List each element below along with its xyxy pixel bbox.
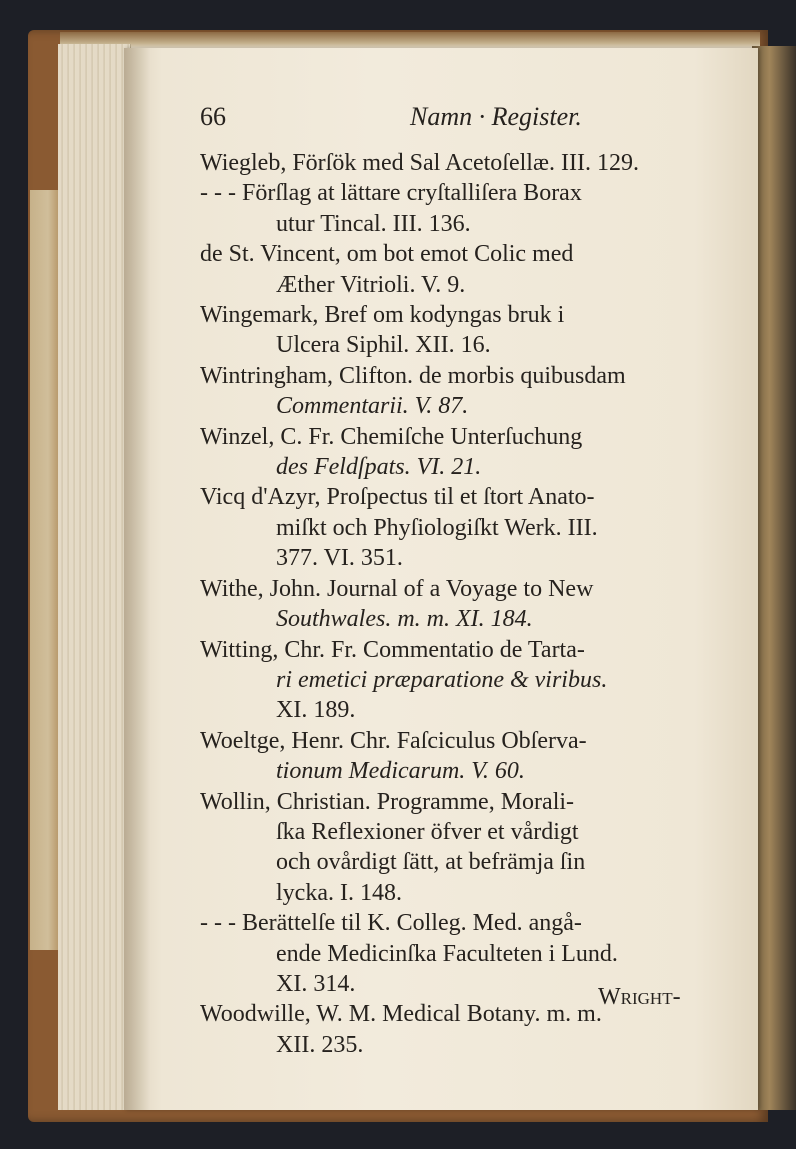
- register-entry-wiegleb: [200, 148, 740, 239]
- entry-line: Æther Vitrioli. V. 9.: [276, 271, 466, 298]
- register-entry-witting: [200, 635, 740, 726]
- entry-line: ſka Reflexioner öfver et vårdigt: [276, 818, 579, 845]
- register-entry-wingemark: [200, 300, 740, 361]
- entry-line: Commentarii. V. 87.: [276, 393, 469, 420]
- entry-line: des Feldſpats. VI. 21.: [276, 454, 482, 481]
- entry-line: Southwales. m. m. XI. 184.: [276, 606, 533, 633]
- facing-page-edge: [752, 46, 796, 1110]
- entry-line: ende Medicinſka Faculteten i Lund.: [276, 940, 618, 967]
- entry-line: Vicq d'Azyr, Proſpectus til et ſtort Anato-: [200, 484, 595, 511]
- entry-line: ri emetici præparatione & viribus.: [276, 666, 608, 693]
- register-entry-wintringham: [200, 361, 740, 422]
- running-head: Namn · Register.: [410, 102, 582, 131]
- entry-line: Ulcera Siphil. XII. 16.: [276, 332, 491, 359]
- register-entry-vicq-d-azyr: [200, 482, 740, 573]
- entry-line: - - - Berättelſe til K. Colleg. Med. angå-: [200, 910, 582, 937]
- entry-line: Witting, Chr. Fr. Commentatio de Tarta-: [200, 636, 585, 663]
- entry-line: Woodwille, W. M. Medical Botany. m. m.: [200, 1001, 602, 1028]
- entry-line: tionum Medicarum. V. 60.: [276, 758, 525, 785]
- cover-worn-edge: [30, 190, 60, 950]
- register-entry-de-st-vincent: [200, 239, 740, 300]
- entry-line: de St. Vincent, om bot emot Colic med: [200, 241, 574, 268]
- entry-line: Woeltge, Henr. Chr. Faſciculus Obſerva-: [200, 727, 587, 754]
- register-entry-withe: [200, 574, 740, 635]
- register-entry-woeltge: [200, 726, 740, 787]
- entry-line: XI. 189.: [276, 697, 356, 724]
- entry-line: Winzel, C. Fr. Chemiſche Unterſuchung: [200, 423, 583, 450]
- entry-line: 377. VI. 351.: [276, 545, 403, 572]
- page-top-edges: [60, 32, 760, 48]
- entry-line: utur Tincal. III. 136.: [276, 210, 471, 237]
- entry-line: Wiegleb, Förſök med Sal Acetoſellæ. III. 129.: [200, 150, 639, 176]
- entry-line: Withe, John. Journal of a Voyage to New: [200, 575, 594, 602]
- book-page: [124, 48, 758, 1110]
- entry-line: lycka. I. 148.: [276, 879, 402, 906]
- entry-line: Wollin, Christian. Programme, Morali-: [200, 788, 575, 815]
- stacked-page-edges: [58, 44, 131, 1110]
- entry-line: Wintringham, Clifton. de morbis quibusdam: [200, 362, 626, 389]
- entry-line: miſkt och Phyſiologiſkt Werk. III.: [276, 514, 598, 541]
- entry-line: XI. 314.: [276, 970, 356, 997]
- register-entry-wollin: [200, 787, 740, 1000]
- register-entry-winzel: [200, 422, 740, 483]
- entry-line: XII. 235.: [276, 1031, 364, 1058]
- catchword: Wright-: [598, 984, 681, 1010]
- entry-line: - - - Förſlag at lättare cryſtalliſera Borax: [200, 180, 582, 207]
- entry-line: Wingemark, Bref om kodyngas bruk i: [200, 302, 565, 329]
- page-number: 66: [200, 102, 226, 131]
- entry-line: och ovårdigt ſätt, at befrämja ſin: [276, 849, 586, 876]
- register-entries: [200, 148, 740, 1060]
